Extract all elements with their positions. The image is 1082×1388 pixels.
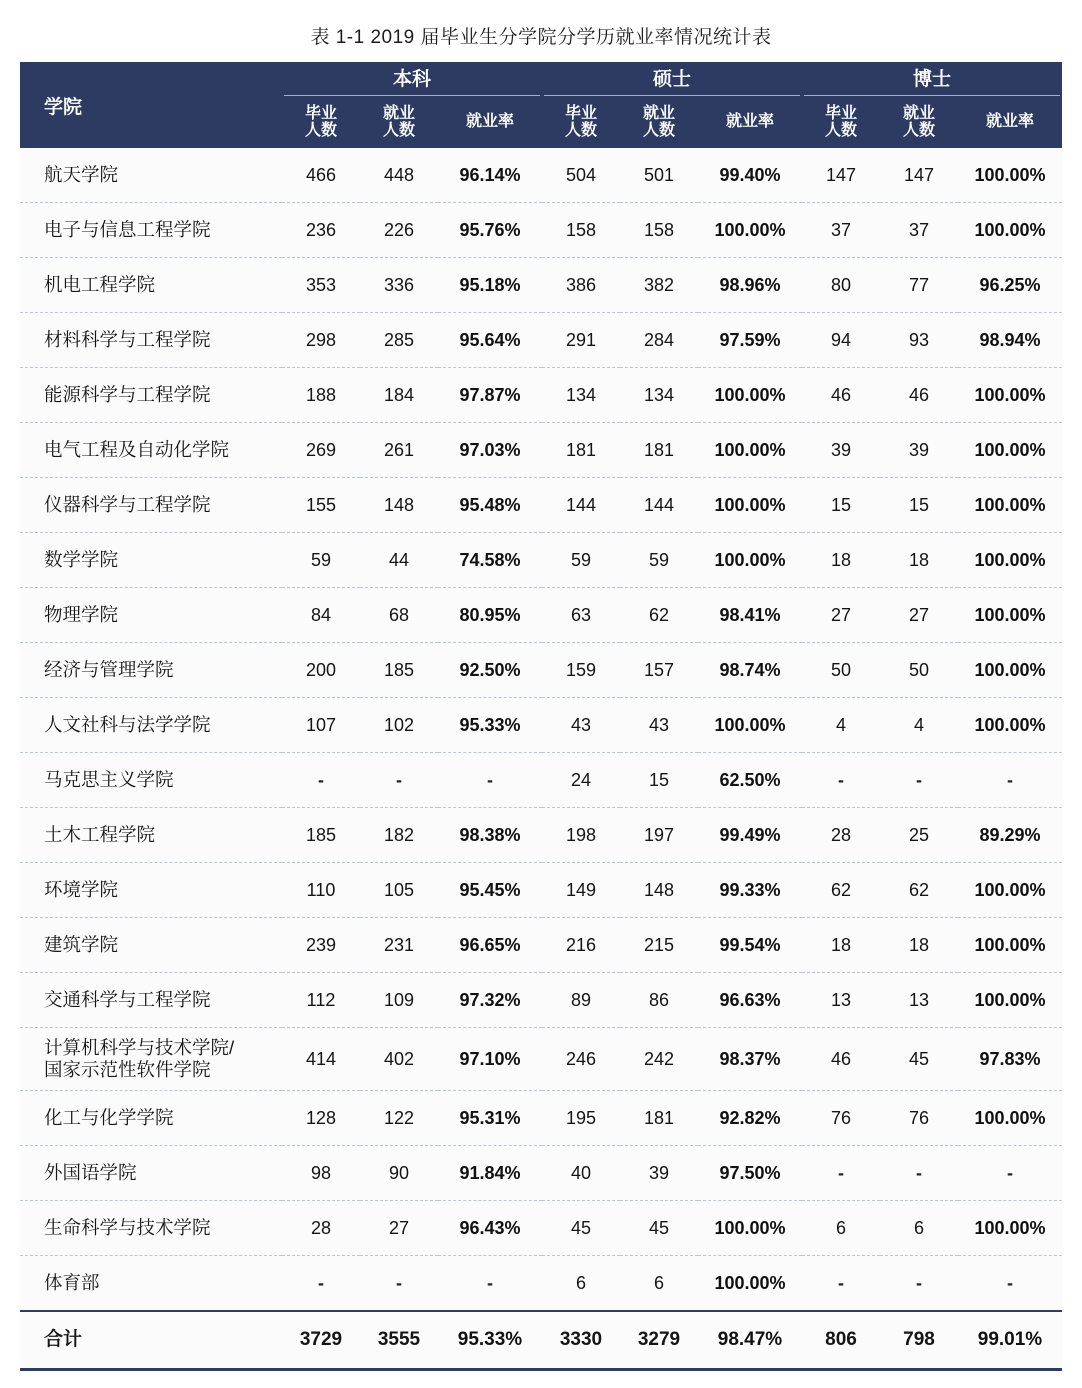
header-group-master-label: 硕士 (652, 68, 691, 90)
count-cell: 149 (542, 863, 620, 918)
total-employment-rate-cell: 98.47% (698, 1311, 802, 1370)
count-cell: 62 (802, 863, 880, 918)
total-employment-rate-cell: 95.33% (438, 1311, 542, 1370)
total-count-cell: 3729 (282, 1311, 360, 1370)
count-cell: 15 (880, 478, 958, 533)
count-cell: 336 (360, 258, 438, 313)
header-master-employed-l2: 人数 (642, 122, 675, 139)
count-cell: 216 (542, 918, 620, 973)
table-row (20, 203, 1062, 258)
count-cell: - (802, 753, 880, 808)
employment-rate-cell: 100.00% (698, 533, 802, 588)
count-cell: - (880, 1256, 958, 1312)
count-cell: 242 (620, 1028, 698, 1091)
header-group-master (542, 62, 802, 96)
header-master-graduates (542, 96, 620, 148)
count-cell: 44 (360, 533, 438, 588)
header-doctorate-employed-l1: 就业 (902, 104, 935, 122)
employment-rate-cell: 100.00% (958, 368, 1062, 423)
count-cell: 184 (360, 368, 438, 423)
count-cell: 6 (542, 1256, 620, 1312)
college-name-line: 仪器科学与工程学院 (44, 494, 211, 516)
count-cell: 285 (360, 313, 438, 368)
count-cell: 94 (802, 313, 880, 368)
count-cell: 148 (360, 478, 438, 533)
employment-rate-cell: - (958, 1256, 1062, 1312)
college-name-cell (20, 533, 282, 588)
count-cell: 112 (282, 973, 360, 1028)
header-undergrad-graduates-l2: 人数 (304, 122, 337, 139)
count-cell: 353 (282, 258, 360, 313)
employment-rate-cell: 95.64% (438, 313, 542, 368)
college-name-cell (20, 588, 282, 643)
count-cell: 80 (802, 258, 880, 313)
college-name-line: 国家示范性软件学院 (44, 1059, 211, 1080)
college-name-line: 物理学院 (44, 604, 119, 626)
employment-rate-cell: 62.50% (698, 753, 802, 808)
header-doctorate-graduates-l1: 毕业 (824, 104, 857, 122)
employment-rate-cell: 74.58% (438, 533, 542, 588)
header-undergrad-rate: 就业率 (438, 96, 542, 148)
employment-rate-cell: 95.31% (438, 1091, 542, 1146)
table-title: 表 1-1 2019 届毕业生分学院分学历就业率情况统计表 (310, 27, 772, 48)
count-cell: 46 (880, 368, 958, 423)
count-cell: 39 (880, 423, 958, 478)
college-name-line: 电子与信息工程学院 (44, 219, 211, 241)
count-cell: 134 (542, 368, 620, 423)
table-row (20, 863, 1062, 918)
college-name-cell (20, 368, 282, 423)
employment-rate-cell: 98.41% (698, 588, 802, 643)
count-cell: 46 (802, 368, 880, 423)
table-row (20, 643, 1062, 698)
employment-rate-cell: 99.49% (698, 808, 802, 863)
count-cell: 298 (282, 313, 360, 368)
employment-rate-cell: 92.50% (438, 643, 542, 698)
header-doctorate-employed (880, 96, 958, 148)
header-undergrad-employed-l2: 人数 (382, 122, 415, 139)
employment-rate-cell: 98.37% (698, 1028, 802, 1091)
count-cell: 109 (360, 973, 438, 1028)
count-cell: 504 (542, 148, 620, 203)
total-count-cell: 798 (880, 1311, 958, 1370)
count-cell: 4 (880, 698, 958, 753)
table-row (20, 478, 1062, 533)
college-name-cell (20, 698, 282, 753)
count-cell: 27 (880, 588, 958, 643)
count-cell: 76 (880, 1091, 958, 1146)
count-cell: - (880, 1146, 958, 1201)
count-cell: 284 (620, 313, 698, 368)
header-undergrad-graduates (282, 96, 360, 148)
employment-rate-cell: 97.83% (958, 1028, 1062, 1091)
total-count-cell: 806 (802, 1311, 880, 1370)
employment-rate-cell: 100.00% (958, 1091, 1062, 1146)
count-cell: 90 (360, 1146, 438, 1201)
employment-rate-cell: 100.00% (698, 368, 802, 423)
count-cell: - (360, 1256, 438, 1312)
table-row (20, 1146, 1062, 1201)
count-cell: 181 (620, 423, 698, 478)
count-cell: 181 (620, 1091, 698, 1146)
header-doctorate-rate: 就业率 (958, 96, 1062, 148)
employment-rate-cell: 97.59% (698, 313, 802, 368)
count-cell: 110 (282, 863, 360, 918)
employment-rate-cell: 80.95% (438, 588, 542, 643)
employment-rate-cell: 95.45% (438, 863, 542, 918)
header-doctorate-employed-l2: 人数 (902, 122, 935, 139)
employment-rate-cell: 100.00% (698, 203, 802, 258)
employment-rate-cell: 97.03% (438, 423, 542, 478)
employment-rate-cell: 95.18% (438, 258, 542, 313)
count-cell: 18 (802, 918, 880, 973)
table-row (20, 808, 1062, 863)
table-body (20, 148, 1062, 1370)
employment-rate-cell: 100.00% (958, 588, 1062, 643)
employment-rate-cell: 99.40% (698, 148, 802, 203)
employment-rate-cell: 100.00% (698, 1201, 802, 1256)
header-master-employed-l1: 就业 (642, 104, 675, 122)
header-undergrad-employed-l1: 就业 (382, 104, 415, 122)
count-cell: 50 (880, 643, 958, 698)
count-cell: 68 (360, 588, 438, 643)
count-cell: 89 (542, 973, 620, 1028)
employment-rate-cell: 100.00% (698, 698, 802, 753)
count-cell: 43 (542, 698, 620, 753)
count-cell: 18 (802, 533, 880, 588)
count-cell: 6 (880, 1201, 958, 1256)
header-group-row (20, 62, 1062, 96)
count-cell: 382 (620, 258, 698, 313)
count-cell: 15 (802, 478, 880, 533)
header-master-graduates-l1: 毕业 (564, 104, 597, 122)
employment-rate-cell: 100.00% (958, 203, 1062, 258)
college-name-cell (20, 808, 282, 863)
count-cell: 27 (360, 1201, 438, 1256)
count-cell: 107 (282, 698, 360, 753)
employment-rate-cell: 97.50% (698, 1146, 802, 1201)
header-group-undergraduate-label: 本科 (392, 68, 431, 90)
college-name-cell (20, 1146, 282, 1201)
employment-rate-cell: 100.00% (958, 918, 1062, 973)
header-doctorate-graduates-l2: 人数 (824, 122, 857, 139)
college-name-line: 土木工程学院 (44, 824, 156, 846)
employment-rate-cell: 96.14% (438, 148, 542, 203)
count-cell: 28 (802, 808, 880, 863)
college-name-line: 环境学院 (44, 879, 119, 901)
count-cell: 6 (620, 1256, 698, 1312)
count-cell: 63 (542, 588, 620, 643)
employment-rate-cell: 96.63% (698, 973, 802, 1028)
count-cell: 128 (282, 1091, 360, 1146)
college-name-cell (20, 258, 282, 313)
count-cell: 28 (282, 1201, 360, 1256)
college-name-line: 生命科学与技术学院 (44, 1217, 211, 1239)
header-undergrad-graduates-l1: 毕业 (304, 104, 337, 122)
employment-rate-cell: 96.65% (438, 918, 542, 973)
count-cell: 414 (282, 1028, 360, 1091)
count-cell: 197 (620, 808, 698, 863)
count-cell: 215 (620, 918, 698, 973)
count-cell: 155 (282, 478, 360, 533)
table-row (20, 368, 1062, 423)
college-name-cell (20, 423, 282, 478)
count-cell: 448 (360, 148, 438, 203)
employment-rate-cell: 95.33% (438, 698, 542, 753)
employment-rate-cell: - (958, 1146, 1062, 1201)
table-row (20, 918, 1062, 973)
count-cell: 402 (360, 1028, 438, 1091)
employment-rate-cell: 100.00% (958, 1201, 1062, 1256)
college-name-cell (20, 1201, 282, 1256)
count-cell: 13 (880, 973, 958, 1028)
count-cell: 39 (620, 1146, 698, 1201)
college-name-line: 马克思主义学院 (44, 769, 174, 791)
table-header (20, 62, 1062, 148)
employment-rate-cell: 97.87% (438, 368, 542, 423)
count-cell: 86 (620, 973, 698, 1028)
college-name-cell (20, 973, 282, 1028)
table-row (20, 698, 1062, 753)
count-cell: 134 (620, 368, 698, 423)
count-cell: 195 (542, 1091, 620, 1146)
college-name-cell (20, 1091, 282, 1146)
total-label: 合计 (20, 1311, 282, 1370)
count-cell: - (802, 1256, 880, 1312)
employment-rate-cell: 100.00% (698, 423, 802, 478)
count-cell: 13 (802, 973, 880, 1028)
college-name-cell (20, 918, 282, 973)
total-count-cell: 3330 (542, 1311, 620, 1370)
count-cell: 386 (542, 258, 620, 313)
count-cell: 147 (802, 148, 880, 203)
employment-rate-cell: 98.96% (698, 258, 802, 313)
count-cell: 18 (880, 533, 958, 588)
employment-rate-cell: 95.48% (438, 478, 542, 533)
employment-rate-cell: 100.00% (698, 478, 802, 533)
college-name-line: 外国语学院 (44, 1162, 137, 1184)
total-count-cell: 3555 (360, 1311, 438, 1370)
table-row (20, 588, 1062, 643)
employment-rate-cell: 96.25% (958, 258, 1062, 313)
employment-rate-cell: 100.00% (958, 148, 1062, 203)
table-row (20, 973, 1062, 1028)
count-cell: 185 (282, 808, 360, 863)
employment-rate-cell: 97.10% (438, 1028, 542, 1091)
header-doctorate-graduates (802, 96, 880, 148)
count-cell: 62 (620, 588, 698, 643)
count-cell: 77 (880, 258, 958, 313)
count-cell: 40 (542, 1146, 620, 1201)
college-name-line: 经济与管理学院 (44, 659, 174, 681)
header-group-undergraduate (282, 62, 542, 96)
count-cell: 46 (802, 1028, 880, 1091)
employment-rate-cell: 100.00% (958, 973, 1062, 1028)
college-name-line: 计算机科学与技术学院/ (44, 1037, 235, 1059)
count-cell: 98 (282, 1146, 360, 1201)
employment-rate-cell: 98.74% (698, 643, 802, 698)
employment-rate-cell: 100.00% (698, 1256, 802, 1312)
college-name-line: 体育部 (44, 1272, 100, 1294)
employment-rate-cell: 98.94% (958, 313, 1062, 368)
header-master-graduates-l2: 人数 (564, 122, 597, 139)
college-name-line: 电气工程及自动化学院 (44, 439, 230, 461)
count-cell: 50 (802, 643, 880, 698)
count-cell: 269 (282, 423, 360, 478)
count-cell: 102 (360, 698, 438, 753)
college-name-line: 能源科学与工程学院 (44, 384, 211, 406)
employment-rate-cell: 100.00% (958, 423, 1062, 478)
count-cell: 45 (880, 1028, 958, 1091)
table-row (20, 313, 1062, 368)
employment-rate-cell: 99.33% (698, 863, 802, 918)
employment-rate-cell: 95.76% (438, 203, 542, 258)
count-cell: 501 (620, 148, 698, 203)
count-cell: 148 (620, 863, 698, 918)
count-cell: 59 (620, 533, 698, 588)
employment-rate-cell: 96.43% (438, 1201, 542, 1256)
table-row (20, 1091, 1062, 1146)
count-cell: 18 (880, 918, 958, 973)
header-group-doctorate (802, 62, 1062, 96)
college-name-cell (20, 203, 282, 258)
table-row (20, 1201, 1062, 1256)
header-group-doctorate-label: 博士 (912, 68, 951, 90)
table-row (20, 1028, 1062, 1091)
count-cell: - (880, 753, 958, 808)
count-cell: 93 (880, 313, 958, 368)
college-name-line: 化工与化学学院 (44, 1107, 174, 1129)
count-cell: 466 (282, 148, 360, 203)
count-cell: 198 (542, 808, 620, 863)
table-row (20, 1256, 1062, 1312)
count-cell: 4 (802, 698, 880, 753)
table-row (20, 148, 1062, 203)
count-cell: 24 (542, 753, 620, 808)
count-cell: 158 (620, 203, 698, 258)
count-cell: 45 (542, 1201, 620, 1256)
count-cell: 37 (802, 203, 880, 258)
total-count-cell: 3279 (620, 1311, 698, 1370)
count-cell: 181 (542, 423, 620, 478)
count-cell: 43 (620, 698, 698, 753)
total-employment-rate-cell: 99.01% (958, 1311, 1062, 1370)
college-name-cell (20, 643, 282, 698)
count-cell: 261 (360, 423, 438, 478)
count-cell: 84 (282, 588, 360, 643)
count-cell: 27 (802, 588, 880, 643)
count-cell: 62 (880, 863, 958, 918)
count-cell: 59 (282, 533, 360, 588)
header-master-employed (620, 96, 698, 148)
employment-rate-cell: 92.82% (698, 1091, 802, 1146)
count-cell: 105 (360, 863, 438, 918)
college-name-line: 交通科学与工程学院 (44, 989, 211, 1011)
count-cell: - (282, 1256, 360, 1312)
employment-rate-cell: 99.54% (698, 918, 802, 973)
college-name-cell (20, 148, 282, 203)
count-cell: 37 (880, 203, 958, 258)
table-row (20, 423, 1062, 478)
count-cell: 157 (620, 643, 698, 698)
employment-rate-cell: - (958, 753, 1062, 808)
header-college: 学院 (20, 62, 282, 148)
count-cell: - (360, 753, 438, 808)
college-name-cell (20, 313, 282, 368)
count-cell: 231 (360, 918, 438, 973)
count-cell: 25 (880, 808, 958, 863)
college-name-line: 数学学院 (44, 549, 119, 571)
college-name-cell (20, 753, 282, 808)
count-cell: 76 (802, 1091, 880, 1146)
employment-rate-cell: 91.84% (438, 1146, 542, 1201)
count-cell: 226 (360, 203, 438, 258)
employment-rate-cell: 100.00% (958, 643, 1062, 698)
employment-rate-cell: - (438, 1256, 542, 1312)
college-name-cell (20, 1028, 282, 1091)
employment-rate-cell: 100.00% (958, 533, 1062, 588)
employment-rate-cell: - (438, 753, 542, 808)
employment-rate-cell: 100.00% (958, 863, 1062, 918)
count-cell: 159 (542, 643, 620, 698)
count-cell: 144 (620, 478, 698, 533)
count-cell: 144 (542, 478, 620, 533)
count-cell: 6 (802, 1201, 880, 1256)
college-name-line: 航天学院 (44, 164, 119, 186)
employment-rate-cell: 89.29% (958, 808, 1062, 863)
employment-rate-cell: 98.38% (438, 808, 542, 863)
count-cell: 39 (802, 423, 880, 478)
college-name-line: 人文社科与法学学院 (44, 714, 211, 736)
college-name-line: 建筑学院 (44, 934, 119, 956)
employment-rate-table (20, 62, 1062, 1371)
college-name-cell (20, 1256, 282, 1312)
count-cell: - (282, 753, 360, 808)
count-cell: 291 (542, 313, 620, 368)
count-cell: 158 (542, 203, 620, 258)
total-row (20, 1311, 1062, 1370)
college-name-cell (20, 863, 282, 918)
employment-rate-cell: 97.32% (438, 973, 542, 1028)
count-cell: 239 (282, 918, 360, 973)
college-name-line: 机电工程学院 (44, 274, 156, 296)
count-cell: 185 (360, 643, 438, 698)
employment-rate-cell: 100.00% (958, 698, 1062, 753)
count-cell: 182 (360, 808, 438, 863)
count-cell: 200 (282, 643, 360, 698)
count-cell: 147 (880, 148, 958, 203)
count-cell: 15 (620, 753, 698, 808)
count-cell: 188 (282, 368, 360, 423)
count-cell: 246 (542, 1028, 620, 1091)
table-row (20, 533, 1062, 588)
count-cell: 45 (620, 1201, 698, 1256)
table-row (20, 258, 1062, 313)
count-cell: 122 (360, 1091, 438, 1146)
college-name-cell (20, 478, 282, 533)
header-undergrad-employed (360, 96, 438, 148)
count-cell: 236 (282, 203, 360, 258)
header-master-rate: 就业率 (698, 96, 802, 148)
college-name-line: 材料科学与工程学院 (44, 329, 211, 351)
count-cell: - (802, 1146, 880, 1201)
employment-rate-cell: 100.00% (958, 478, 1062, 533)
table-row (20, 753, 1062, 808)
count-cell: 59 (542, 533, 620, 588)
